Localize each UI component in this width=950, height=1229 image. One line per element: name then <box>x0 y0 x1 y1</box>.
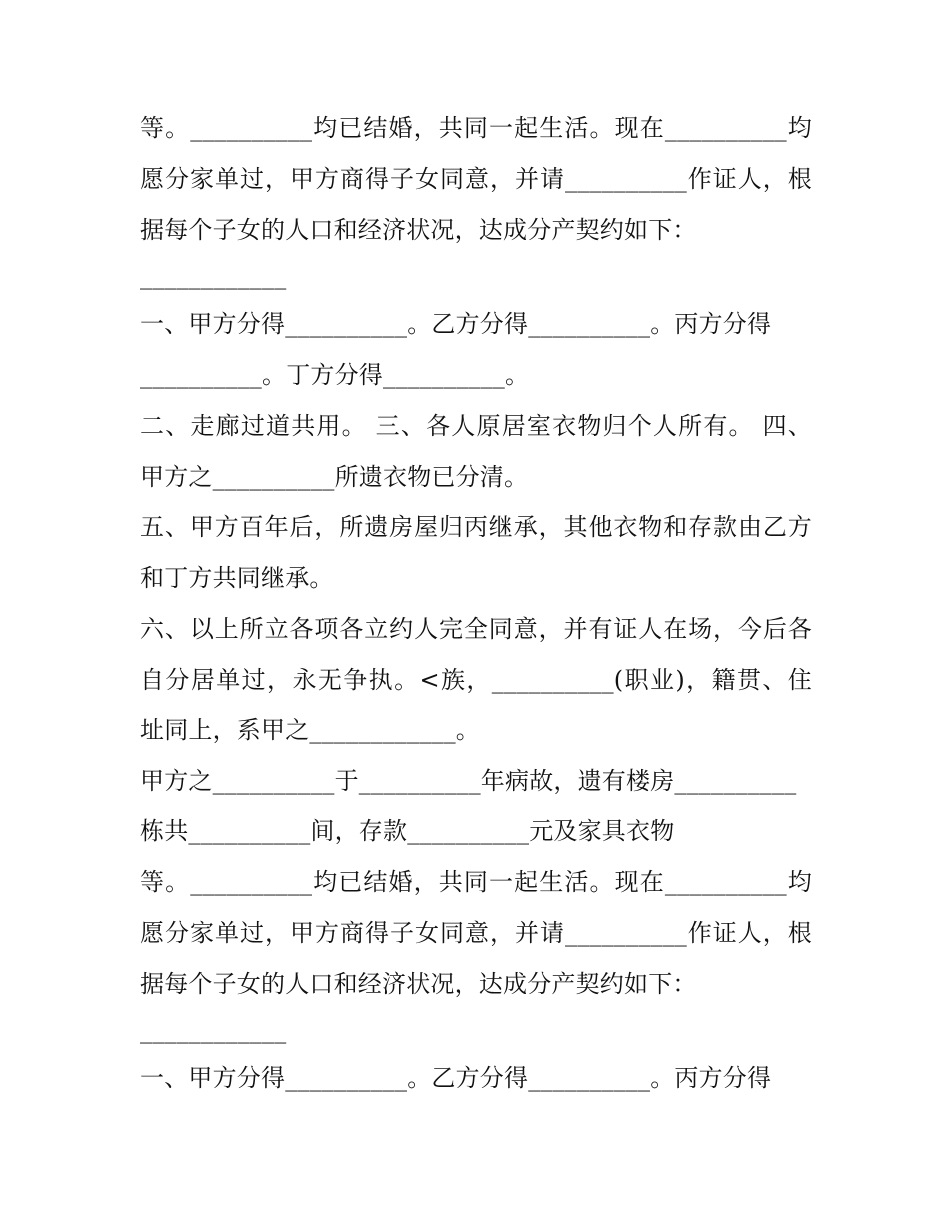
text-line-19: ____________ <box>140 1016 287 1044</box>
text-line-9: 五、甲方百年后，所遗房屋归丙继承，其他衣物和存款由乙方 <box>140 513 812 541</box>
text-line-8: 甲方之__________所遗衣物已分清。 <box>140 463 529 491</box>
text-line-20: 一、甲方分得__________。乙方分得__________。丙方分得 <box>140 1064 772 1092</box>
text-line-6: __________。丁方分得__________。 <box>140 361 530 389</box>
text-line-12: 自分居单过，永无争执。<族，__________(职业)，籍贯、住 <box>140 666 812 694</box>
text-line-14: 甲方之__________于__________年病故，遗有楼房__________ <box>140 767 797 795</box>
text-line-7: 二、走廊过道共用。 三、各人原居室衣物归个人所有。 四、 <box>140 412 812 440</box>
text-line-13: 址同上，系甲之____________。 <box>140 716 480 744</box>
text-line-18: 据每个子女的人口和经济状况，达成分产契约如下： <box>140 970 697 998</box>
text-line-4: ____________ <box>140 262 287 290</box>
text-line-16: 等。__________均已结婚，共同一起生活。现在__________均 <box>140 868 812 896</box>
text-line-10: 和丁方共同继承。 <box>140 564 334 592</box>
text-line-1: 等。__________均已结婚，共同一起生活。现在__________均 <box>140 114 812 142</box>
text-line-15: 栋共__________间，存款__________元及家具衣物 <box>140 817 675 845</box>
text-line-2: 愿分家单过，甲方商得子女同意，并请__________作证人，根 <box>140 165 812 193</box>
text-line-5: 一、甲方分得__________。乙方分得__________。丙方分得 <box>140 310 772 338</box>
text-line-3: 据每个子女的人口和经济状况，达成分产契约如下： <box>140 216 697 244</box>
text-line-11: 六、以上所立各项各立约人完全同意，并有证人在场，今后各 <box>140 615 812 643</box>
text-line-17: 愿分家单过，甲方商得子女同意，并请__________作证人，根 <box>140 919 812 947</box>
